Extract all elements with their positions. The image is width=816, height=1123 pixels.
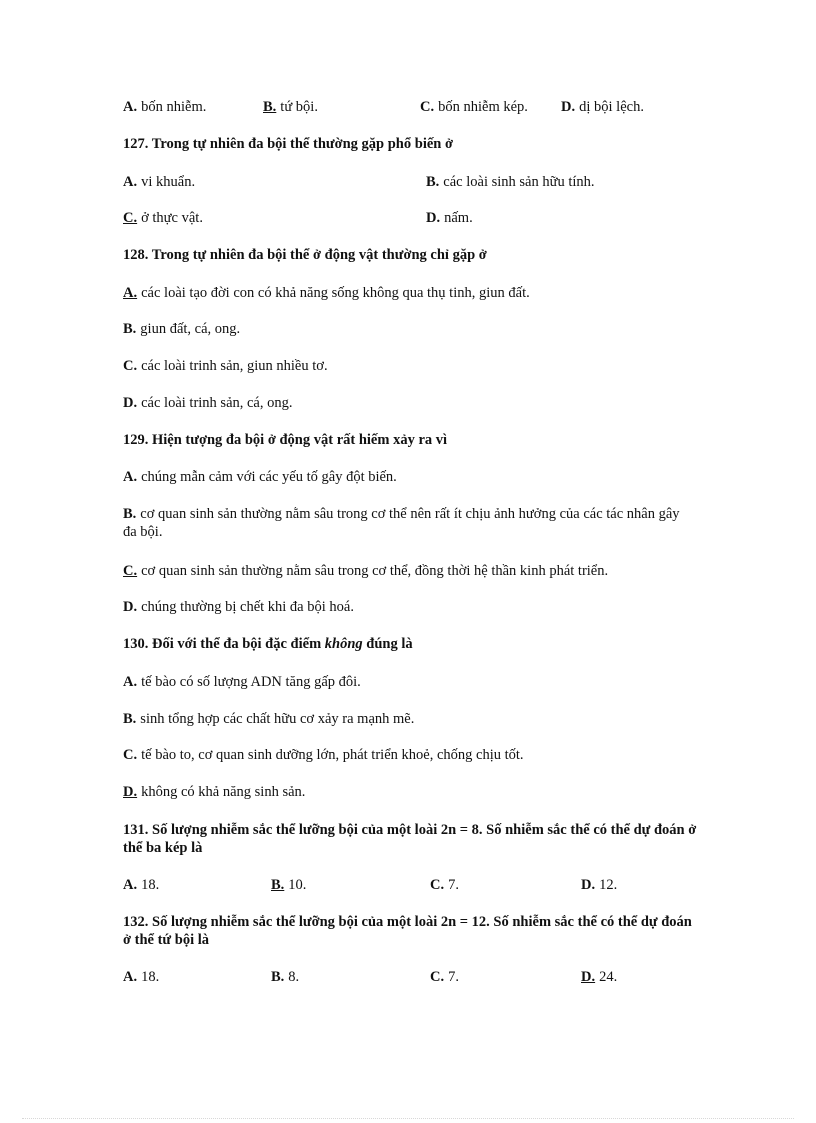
option-letter-correct: A. xyxy=(123,285,138,301)
option-letter: D. xyxy=(123,395,138,411)
option-c xyxy=(420,98,528,116)
option-c xyxy=(123,209,203,227)
option-letter: B. xyxy=(271,969,285,985)
option-text: 12. xyxy=(599,877,618,893)
option-text: nấm. xyxy=(444,210,473,226)
option-b xyxy=(271,876,306,894)
answer-130-b xyxy=(123,710,693,728)
option-text: tế bào to, cơ quan sinh dưỡng lớn, phát triển khoẻ, chống chịu tốt. xyxy=(141,747,524,763)
answer-130-d xyxy=(123,783,693,801)
option-text: cơ quan sinh sản thường nằm sâu trong cơ thể, đồng thời hệ thần kinh phát triển. xyxy=(141,563,609,579)
option-letter-correct: C. xyxy=(123,210,138,226)
option-d xyxy=(581,876,617,894)
option-text: dị bội lệch. xyxy=(579,99,644,115)
answer-128-d xyxy=(123,394,693,412)
option-letter-correct: C. xyxy=(123,563,138,579)
option-letter: D. xyxy=(426,210,441,226)
option-text: 18. xyxy=(141,877,160,893)
answer-128-a xyxy=(123,284,693,302)
option-letter: D. xyxy=(581,877,596,893)
option-letter: B. xyxy=(426,174,440,190)
option-letter: A. xyxy=(123,877,138,893)
option-letter: A. xyxy=(123,469,138,485)
option-letter: D. xyxy=(561,99,576,115)
option-text: 7. xyxy=(448,969,459,985)
answer-130-c xyxy=(123,746,693,764)
answer-130-a xyxy=(123,673,693,691)
option-a xyxy=(123,968,159,986)
option-a xyxy=(123,173,195,191)
option-b xyxy=(426,173,595,191)
option-text: các loài tạo đời con có khả năng sống không qua thụ tinh, giun đất. xyxy=(141,285,530,301)
option-text: giun đất, cá, ong. xyxy=(140,321,241,337)
answer-129-c xyxy=(123,562,693,580)
option-text: bốn nhiễm. xyxy=(141,99,207,115)
option-letter-correct: D. xyxy=(123,784,138,800)
question-128: 128. Trong tự nhiên đa bội thể ở động vật thường chỉ gặp ở xyxy=(123,247,487,263)
question-132: 132. Số lượng nhiễm sắc thể lưỡng bội của một loài 2n = 12. Số nhiễm sắc thể có thể dự đoán ở thể tứ bội là xyxy=(123,914,692,948)
question-127: 127. Trong tự nhiên đa bội thể thường gặp phổ biến ở xyxy=(123,136,453,152)
option-b xyxy=(271,968,299,986)
option-letter: B. xyxy=(123,711,137,727)
option-c xyxy=(430,876,459,894)
option-text: chúng thường bị chết khi đa bội hoá. xyxy=(141,599,354,615)
option-text: cơ quan sinh sản thường nằm sâu trong cơ thể nên rất ít chịu ảnh hưởng của các tác nhân gây đa bội. xyxy=(123,506,680,540)
option-text: ở thực vật. xyxy=(141,210,203,226)
answer-129-a xyxy=(123,468,693,486)
answer-128-c xyxy=(123,357,693,375)
option-letter: C. xyxy=(430,877,445,893)
option-text: bốn nhiễm kép. xyxy=(438,99,528,115)
option-letter: B. xyxy=(123,506,137,522)
option-letter: A. xyxy=(123,674,138,690)
option-text: 24. xyxy=(599,969,618,985)
option-letter: D. xyxy=(123,599,138,615)
answer-129-d xyxy=(123,598,693,616)
option-c xyxy=(430,968,459,986)
option-text: các loài trinh sản, giun nhiều tơ. xyxy=(141,358,328,374)
option-d xyxy=(581,968,617,986)
emphasis-word: không xyxy=(324,636,363,652)
option-text: sinh tổng hợp các chất hữu cơ xảy ra mạnh mẽ. xyxy=(140,711,415,727)
option-text: tế bào có số lượng ADN tăng gấp đôi. xyxy=(141,674,361,690)
option-letter: C. xyxy=(123,747,138,763)
option-a xyxy=(123,98,206,116)
option-text: 10. xyxy=(288,877,307,893)
page-bottom-divider xyxy=(22,1118,794,1119)
option-d xyxy=(561,98,644,116)
option-text: tứ bội. xyxy=(280,99,318,115)
option-letter-correct: D. xyxy=(581,969,596,985)
option-text: 18. xyxy=(141,969,160,985)
option-text: 8. xyxy=(288,969,300,985)
option-letter-correct: B. xyxy=(263,99,277,115)
option-a xyxy=(123,876,159,894)
question-131: 131. Số lượng nhiễm sắc thể lưỡng bội của một loài 2n = 8. Số nhiễm sắc thể có thể dự đoán ở thể ba kép là xyxy=(123,822,697,856)
option-letter: B. xyxy=(123,321,137,337)
question-130 xyxy=(123,635,693,653)
question-129: 129. Hiện tượng đa bội ở động vật rất hiếm xảy ra vì xyxy=(123,432,448,448)
option-text: chúng mẫn cảm với các yếu tố gây đột biến. xyxy=(141,469,397,485)
option-text: các loài trinh sản, cá, ong. xyxy=(141,395,293,411)
option-letter-correct: B. xyxy=(271,877,285,893)
option-letter: A. xyxy=(123,99,138,115)
option-text: vi khuẩn. xyxy=(141,174,196,190)
answer-129-b xyxy=(123,505,691,541)
option-letter: C. xyxy=(123,358,138,374)
answer-128-b xyxy=(123,320,693,338)
option-d xyxy=(426,209,473,227)
option-letter: A. xyxy=(123,174,138,190)
option-text: 7. xyxy=(448,877,459,893)
question-text-end: đúng là xyxy=(362,636,413,652)
option-letter: A. xyxy=(123,969,138,985)
option-text: các loài sinh sản hữu tính. xyxy=(443,174,595,190)
option-letter: C. xyxy=(430,969,445,985)
question-text: 130. Đối với thể đa bội đặc điểm xyxy=(123,636,325,652)
option-text: không có khả năng sinh sản. xyxy=(141,784,306,800)
option-letter: C. xyxy=(420,99,435,115)
option-b xyxy=(263,98,318,116)
